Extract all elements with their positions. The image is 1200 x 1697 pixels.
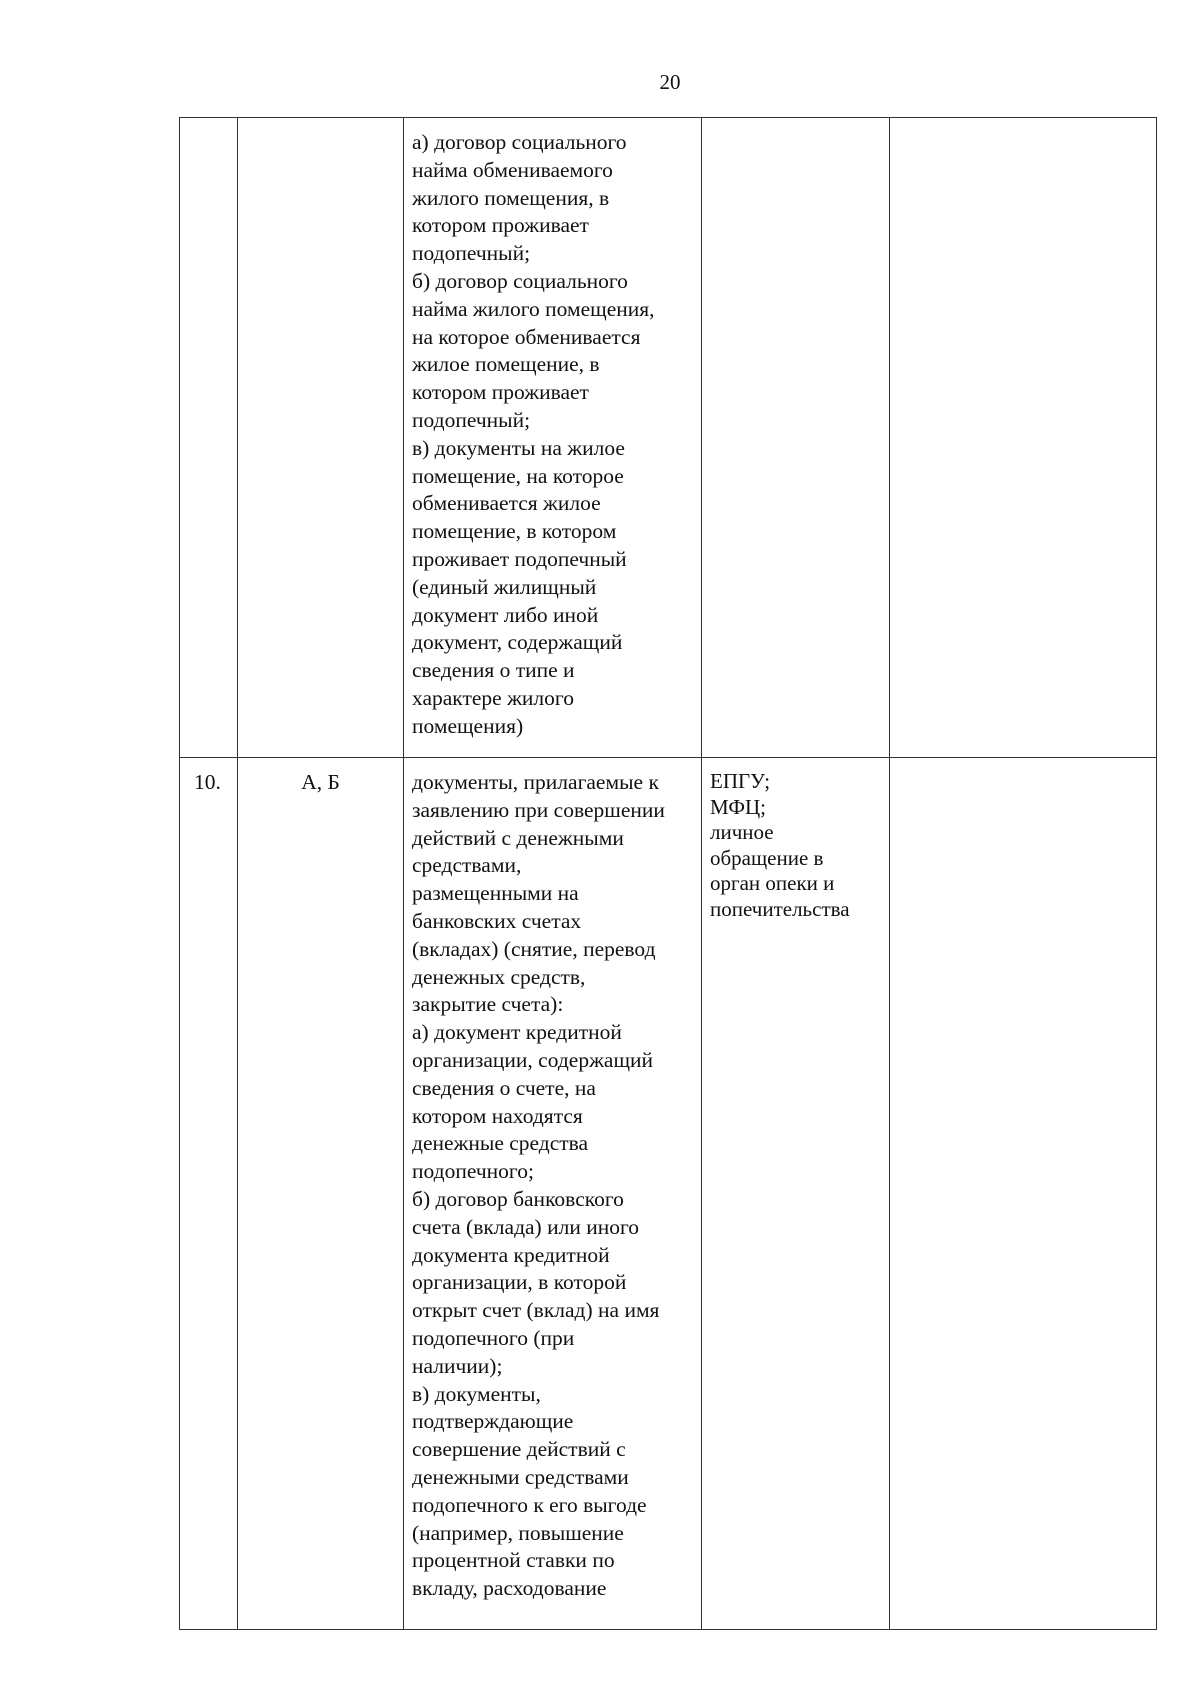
document-line: на которое обменивается	[412, 324, 641, 349]
document-line: подтверждающие	[412, 1409, 574, 1434]
row-number-cell: 10.	[180, 758, 238, 1630]
submission-method-cell	[702, 118, 890, 758]
documents-table	[179, 117, 1157, 1630]
document-line: подопечного (при	[412, 1325, 575, 1350]
document-line: документы, прилагаемые к	[412, 770, 659, 794]
submission-method-line: МФЦ;	[710, 794, 766, 819]
document-line: совершение действий с	[412, 1437, 626, 1462]
document-line: помещение, на которое	[412, 463, 624, 488]
row-number-cell	[180, 118, 238, 758]
page-number: 20	[659, 70, 681, 94]
document-line: закрытие счета):	[412, 992, 564, 1017]
document-line: банковских счетах	[412, 908, 582, 933]
documents-cell	[404, 758, 702, 1630]
document-line: найма жилого помещения,	[412, 296, 655, 321]
submission-method-cell	[702, 758, 890, 1630]
document-line: котором проживает	[412, 213, 589, 238]
document-line: подопечный;	[412, 407, 531, 432]
document-line: организации, в которой	[412, 1270, 627, 1295]
document-line: характере жилого	[412, 685, 574, 710]
document-line: средствами,	[412, 853, 522, 878]
document-line: счета (вклада) или иного	[412, 1214, 639, 1239]
document-line: открыт счет (вклад) на имя	[412, 1298, 660, 1323]
table-row	[180, 758, 1157, 1630]
document-line: процентной ставки по	[412, 1548, 615, 1573]
document-line: (вкладах) (снятие, перевод	[412, 936, 656, 961]
document-line: документ, содержащий	[412, 630, 623, 655]
document-line: помещение, в котором	[412, 519, 617, 544]
applicant-category-cell	[238, 118, 404, 758]
submission-method-line: ЕПГУ;	[710, 769, 771, 793]
document-line: в) документы,	[412, 1381, 541, 1406]
document-line: вкладу, расходование	[412, 1576, 607, 1601]
document-line: сведения о счете, на	[412, 1075, 596, 1100]
document-line: денежные средства	[412, 1131, 589, 1156]
document-line: жилое помещение, в	[412, 352, 600, 377]
document-line: размещенными на	[412, 881, 579, 906]
extra-cell	[890, 118, 1157, 758]
document-line: помещения)	[412, 713, 524, 738]
submission-method-line: личное	[710, 820, 774, 844]
document-line: документ либо иной	[412, 602, 599, 627]
document-line: найма обмениваемого	[412, 157, 613, 182]
document-line: а) договор социального	[412, 130, 627, 154]
document-line: денежных средств,	[412, 964, 586, 989]
document-line: б) договор социального	[412, 268, 628, 293]
document-line: сведения о типе и	[412, 658, 575, 683]
document-line: жилого помещения, в	[412, 185, 610, 210]
document-line: обменивается жилое	[412, 491, 601, 516]
submission-method-line: обращение в	[710, 845, 824, 870]
documents-cell	[404, 118, 702, 758]
document-line: котором находятся	[412, 1103, 583, 1128]
document-line: проживает подопечный	[412, 546, 627, 571]
document-line: наличии);	[412, 1353, 503, 1378]
document-line: подопечного к его выгоде	[412, 1492, 647, 1517]
document-line: подопечного;	[412, 1159, 534, 1184]
applicant-category-cell: А, Б	[238, 758, 404, 1630]
document-line: заявлению при совершении	[412, 797, 665, 822]
document-line: документа кредитной	[412, 1242, 610, 1267]
document-line: котором проживает	[412, 380, 589, 405]
document-line: денежными средствами	[412, 1464, 629, 1489]
table-row	[180, 118, 1157, 758]
document-line: (например, повышение	[412, 1520, 624, 1545]
document-line: организации, содержащий	[412, 1047, 654, 1072]
extra-cell	[890, 758, 1157, 1630]
document-line: б) договор банковского	[412, 1186, 624, 1211]
submission-method-line: попечительства	[710, 896, 850, 921]
document-line: действий с денежными	[412, 825, 624, 850]
submission-method-line: орган опеки и	[710, 871, 835, 895]
document-line: подопечный;	[412, 241, 531, 266]
document-line: в) документы на жилое	[412, 435, 625, 460]
document-line: (единый жилищный	[412, 574, 597, 599]
document-line: а) документ кредитной	[412, 1020, 622, 1045]
